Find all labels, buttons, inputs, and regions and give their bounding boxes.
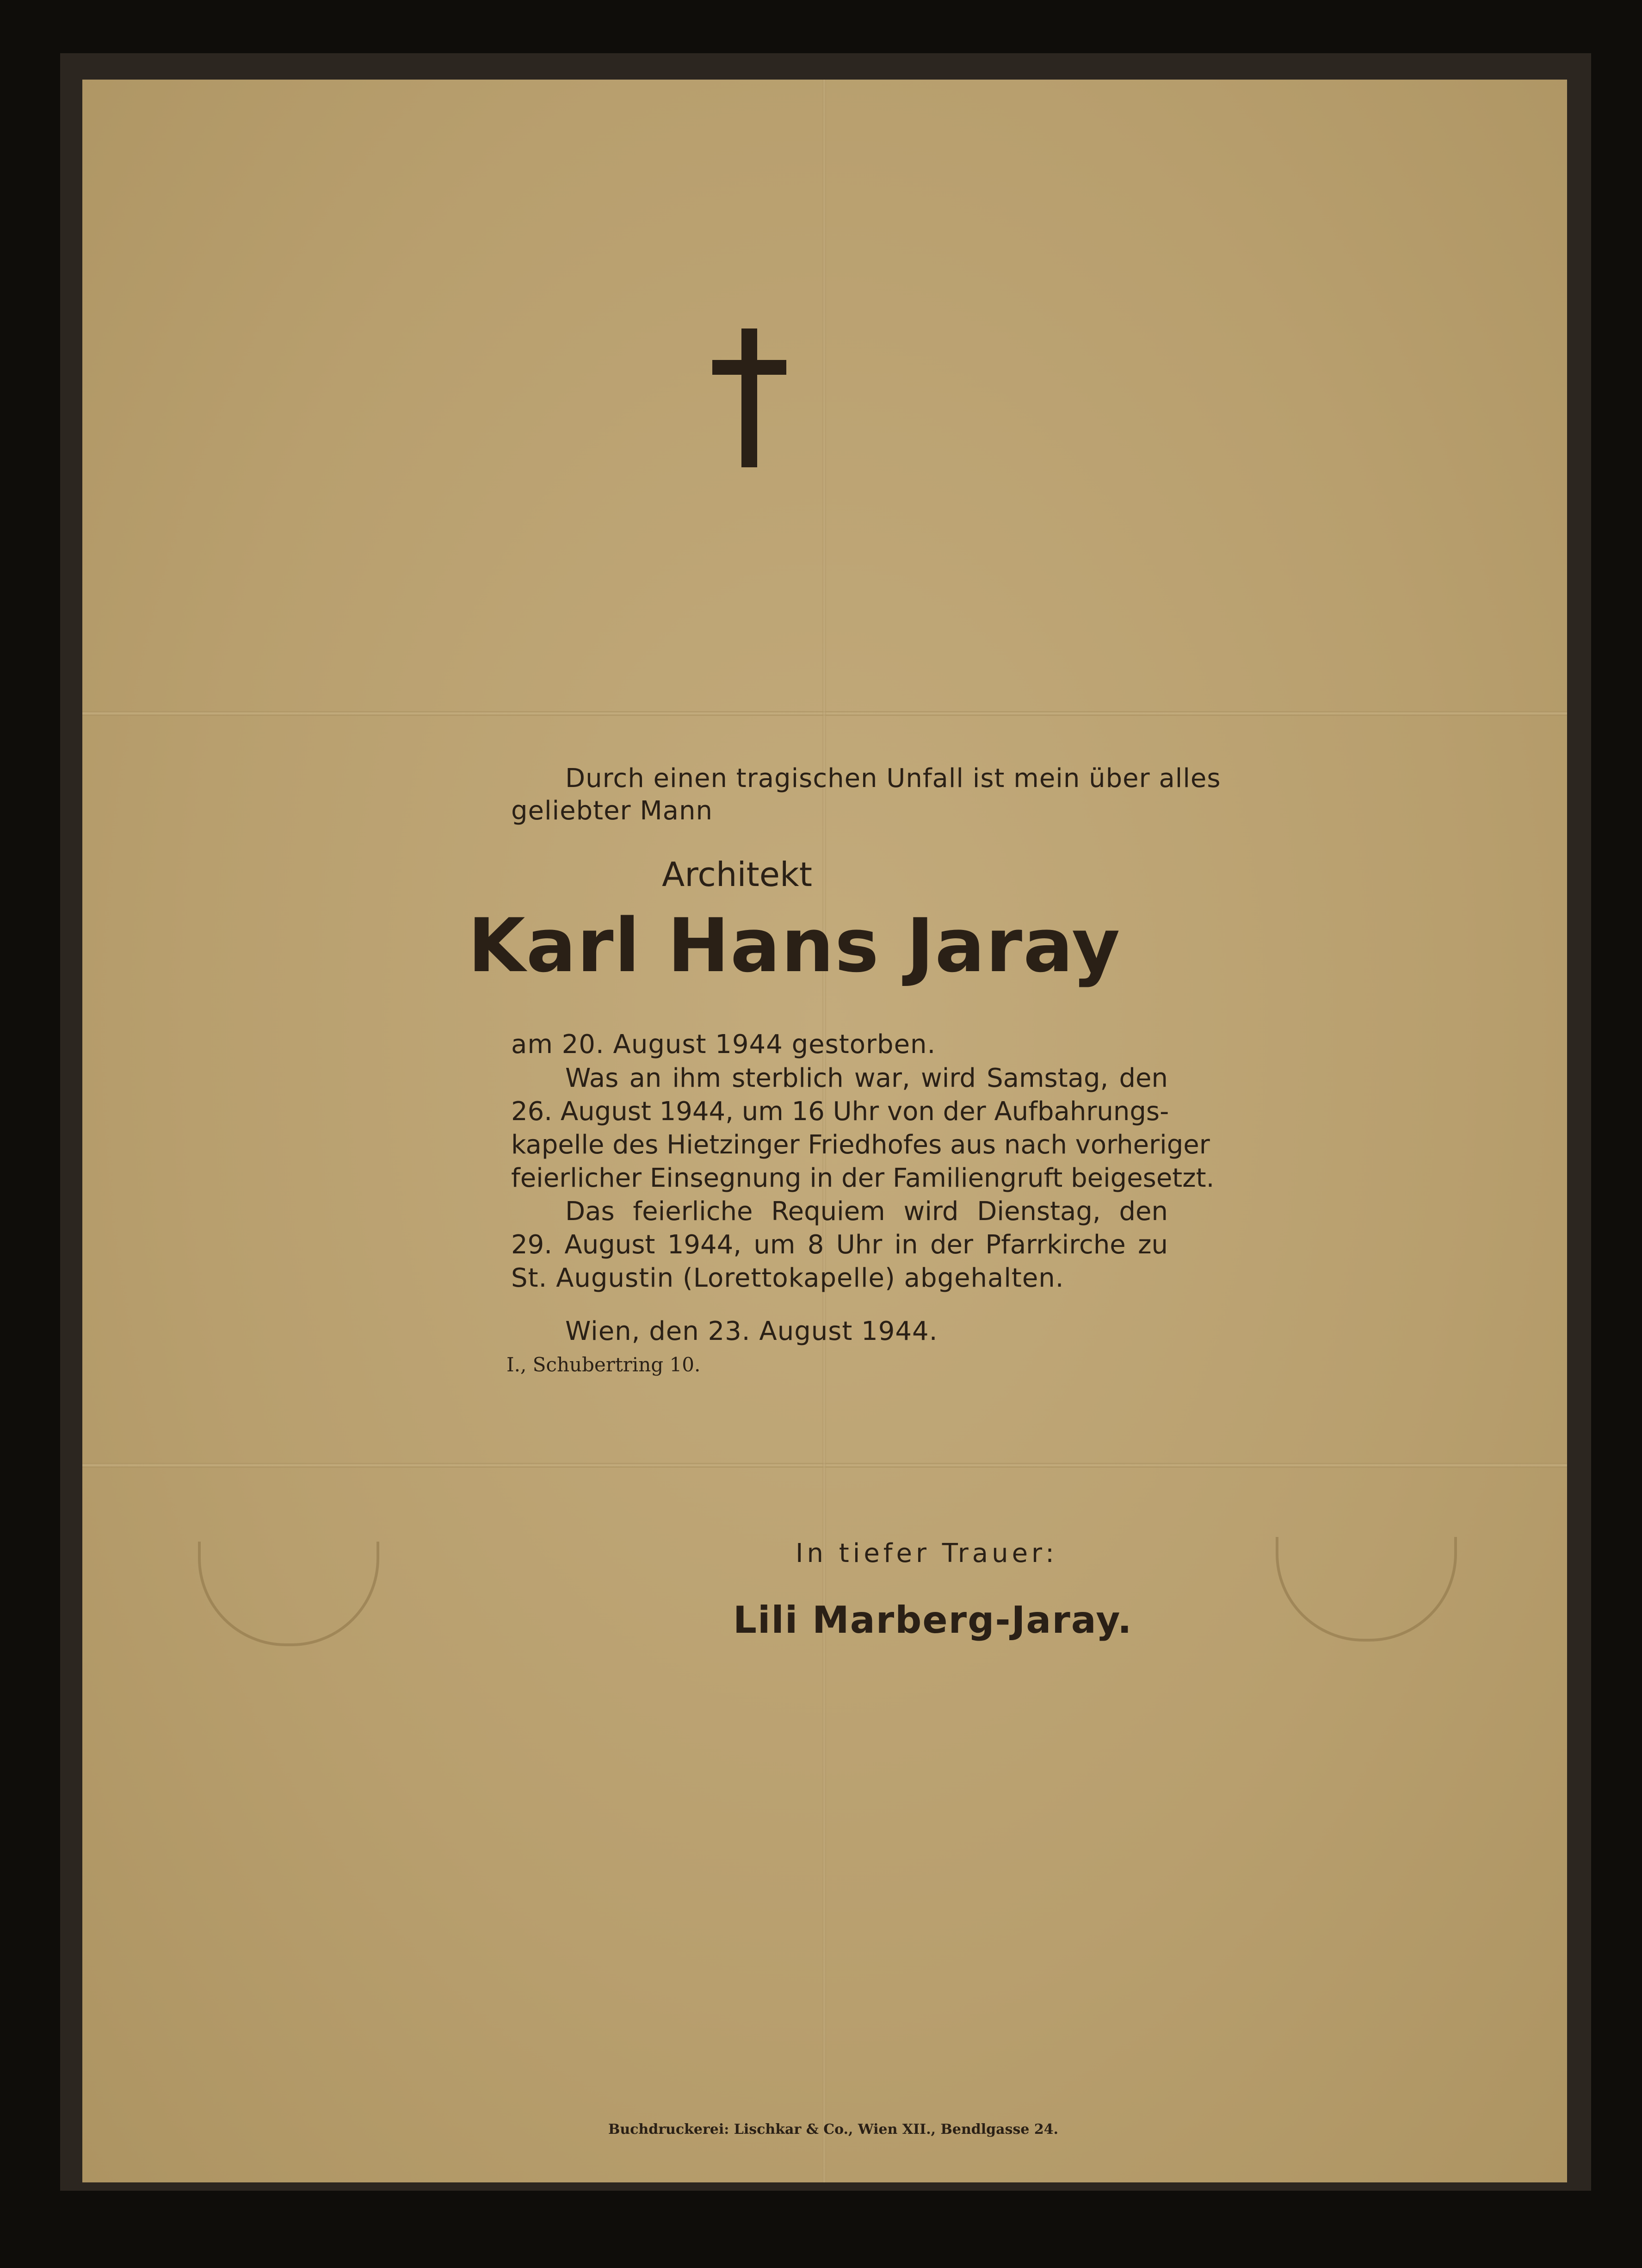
emboss-mark-left <box>198 1542 379 1646</box>
body-line-4: kapelle des Hietzinger Friedhofes aus nach vorheriger <box>511 1130 1210 1160</box>
body-line-1: am 20. August 1944 gestorben. <box>511 1029 936 1060</box>
cross-icon <box>712 328 786 467</box>
mourning-label: In tiefer Trauer: <box>796 1538 1058 1568</box>
intro-line-1: Durch einen tragischen Unfall ist mein über alles <box>565 763 1221 793</box>
emboss-mark-right <box>1276 1537 1457 1642</box>
address: I., Schubertring 10. <box>506 1353 701 1376</box>
body-line-3: 26. August 1944, um 16 Uhr von der Aufbahrungs- <box>511 1097 1169 1127</box>
body-line-8: St. Augustin (Lorettokapelle) abgehalten. <box>511 1263 1064 1293</box>
body-line-6: Das feierliche Requiem wird Dienstag, den <box>565 1196 1168 1227</box>
body-line-5: feierlicher Einsegnung in der Familiengruft beigesetzt. <box>511 1163 1215 1193</box>
profession-title: Architekt <box>662 855 812 894</box>
deceased-name: Karl Hans Jaray <box>468 902 1121 989</box>
date-line: Wien, den 23. August 1944. <box>565 1316 938 1346</box>
printer-imprint: Buchdruckerei: Lischkar & Co., Wien XII., Bendlgasse 24. <box>608 2121 1059 2138</box>
body-line-7: 29. August 1944, um 8 Uhr in der Pfarrkirche zu <box>511 1230 1168 1260</box>
intro-line-2: geliebter Mann <box>511 796 713 826</box>
mourner-name: Lili Marberg-Jaray. <box>733 1599 1133 1642</box>
body-line-2: Was an ihm sterblich war, wird Samstag, den <box>565 1063 1168 1093</box>
